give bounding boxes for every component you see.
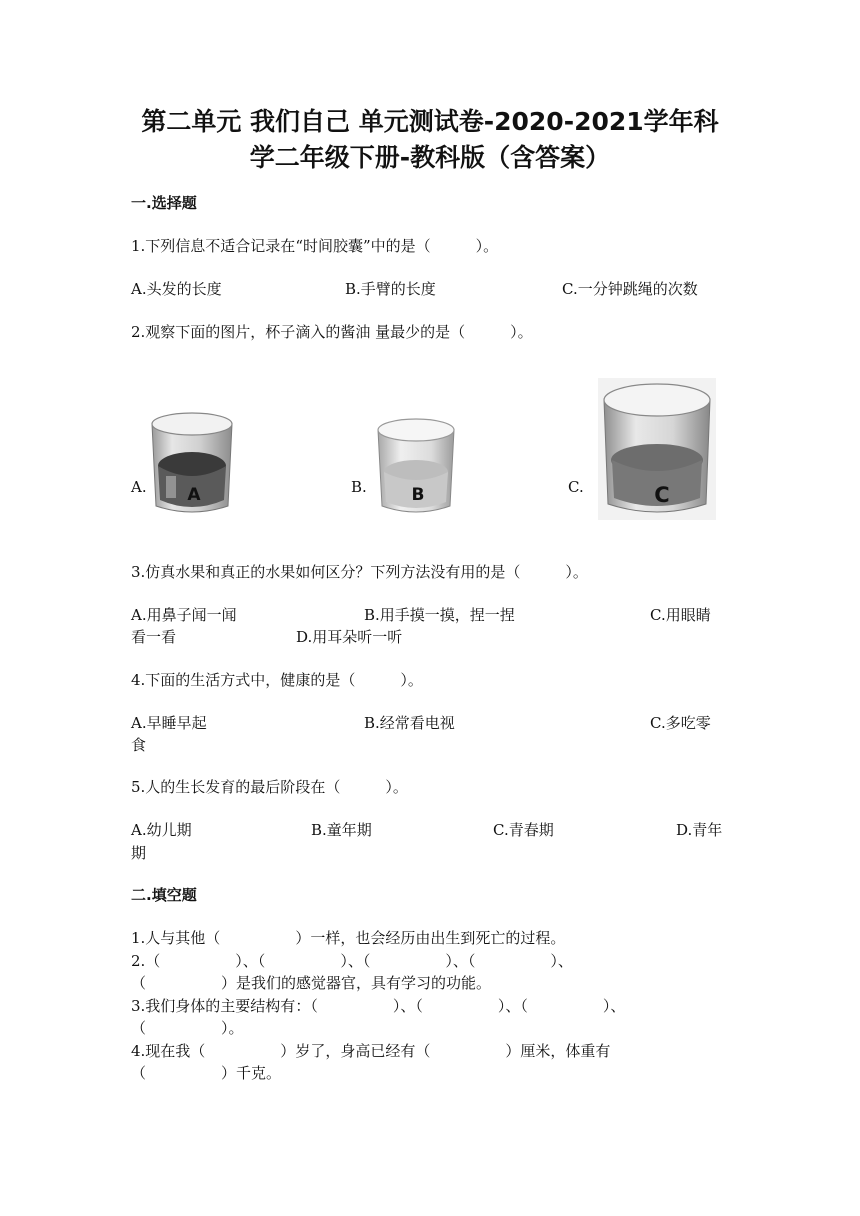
q2-option-b: B. [351,478,367,496]
page-title-line1: 第二单元 我们自己 单元测试卷-2020-2021学年科 [141,107,719,136]
q5-option-c: C.青春期 [493,821,554,839]
q5-option-a: A.幼儿期 [131,821,192,839]
q2-stem: 2.观察下面的图片，杯子滴入的酱油 量最少的是（ ）。 [131,323,533,341]
q1-option-a: A.头发的长度 [131,280,222,298]
q1-stem: 1.下列信息不适合记录在“时间胶囊”中的是（ ）。 [131,237,499,255]
q2-option-c: C. [568,478,584,496]
q1-option-b: B.手臂的长度 [345,280,436,298]
cup-b-image [372,416,460,518]
cup-b-label: B [411,485,425,505]
q3-option-a: A.用鼻子闻一闻 [131,606,237,624]
q2-option-a: A. [131,478,147,496]
fill-q4-line1: 4.现在我（ ）岁了，身高已经有（ ）厘米，体重有 [131,1042,611,1060]
section-fill-heading: 二.填空题 [131,886,197,904]
q3-option-b: B.用手摸一摸，捏一捏 [364,606,515,624]
q4-option-a: A.早睡早起 [131,714,207,732]
cup-c-image [598,378,716,520]
fill-q1: 1.人与其他（ ）一样，也会经历由出生到死亡的过程。 [131,929,566,947]
fill-q3-line1: 3.我们身体的主要结构有：（ ）、（ ）、（ ）、 [131,997,626,1015]
cup-c-label: C [654,483,670,507]
q1-option-c: C.一分钟跳绳的次数 [562,280,698,298]
fill-q2-line1: 2.（ ）、（ ）、（ ）、（ ）、 [131,952,573,970]
page-title-line2: 学二年级下册-教科版（含答案） [249,143,611,172]
q3-option-c-part2: 看一看 [131,628,177,646]
q4-option-b: B.经常看电视 [364,714,455,732]
q3-option-d: D.用耳朵听一听 [296,628,403,646]
cup-a-image [146,410,238,518]
q5-option-d-part2: 期 [131,844,147,862]
fill-q2-line2: （ ）是我们的感觉器官，具有学习的功能。 [131,974,492,992]
q4-option-c-part2: 食 [131,736,147,754]
q4-option-c-part1: C.多吃零 [650,714,711,732]
section-choice-heading: 一.选择题 [131,194,197,212]
q5-stem: 5.人的生长发育的最后阶段在（ ）。 [131,778,408,796]
q3-option-c-part1: C.用眼睛 [650,606,711,624]
cup-a-label: A [187,485,201,505]
q4-stem: 4.下面的生活方式中，健康的是（ ）。 [131,671,423,689]
q3-stem: 3.仿真水果和真正的水果如何区分？下列方法没有用的是（ ）。 [131,563,588,581]
fill-q3-line2: （ ）。 [131,1019,244,1037]
q5-option-d-part1: D.青年 [676,821,723,839]
q5-option-b: B.童年期 [311,821,372,839]
fill-q4-line2: （ ）千克。 [131,1064,282,1082]
